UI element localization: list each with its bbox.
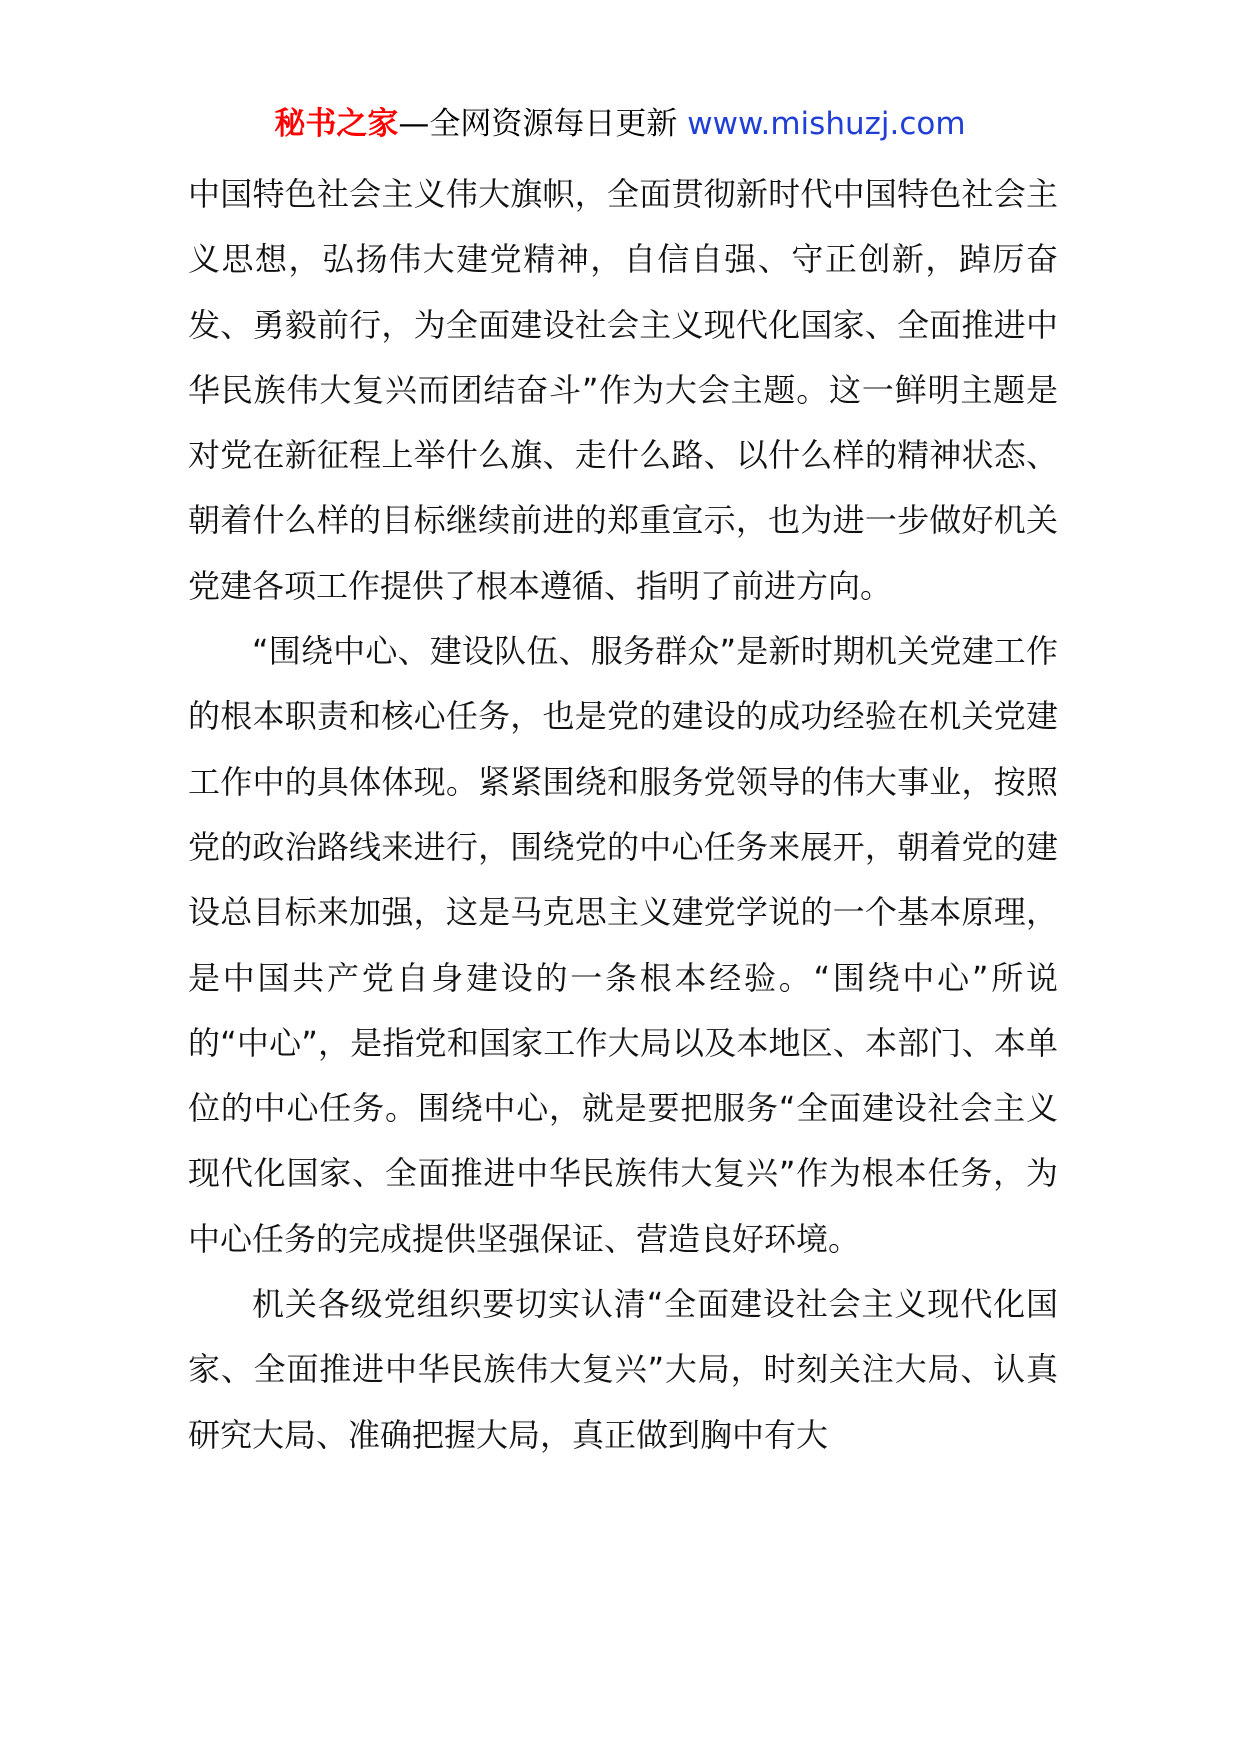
page-header (0, 102, 1240, 146)
header-brand: 秘书之家 (274, 106, 399, 142)
paragraph-2: “围绕中心、建设队伍、服务群众”是新时期机关党建工作的根本职责和核心任务，也是党的建设的成功经验在机关党建工作中的具体体现。紧紧围绕和服务党领导的伟大事业，按照党的政治路线来进行，围绕党的中心任务来展开，朝着党的建设总目标来加强，这是马克思主义建党学说的一个基本原理，是中国共产党自身建设的一条根本经验。“围绕中心”所说的“中心”，是指党和国家工作大局以及本地区、本部门、本单位的中心任务。围绕中心，就是要把服务“全面建设社会主义现代化国家、全面推进中华民族伟大复兴”作为根本任务，为中心任务的完成提供坚强保证、营造良好环境。 (188, 632, 1058, 1258)
header-tagline: —全网资源每日更新 (398, 106, 688, 142)
paragraph-1: 中国特色社会主义伟大旗帜，全面贯彻新时代中国特色社会主义思想，弘扬伟大建党精神，自信自强、守正创新，踔厉奋发、勇毅前行，为全面建设社会主义现代化国家、全面推进中华民族伟大复兴而团结奋斗”作为大会主题。这一鲜明主题是对党在新征程上举什么旗、走什么路、以什么样的精神状态、朝着什么样的目标继续前进的郑重宣示，也为进一步做好机关党建各项工作提供了根本遵循、指明了前进方向。 (188, 175, 1058, 605)
header-url-link[interactable]: www.mishuzj.com (687, 106, 966, 142)
paragraph-3: 机关各级党组织要切实认清“全面建设社会主义现代化国家、全面推进中华民族伟大复兴”大局，时刻关注大局、认真研究大局、准确把握大局，真正做到胸中有大 (188, 1285, 1058, 1454)
document-body (188, 162, 1058, 1468)
